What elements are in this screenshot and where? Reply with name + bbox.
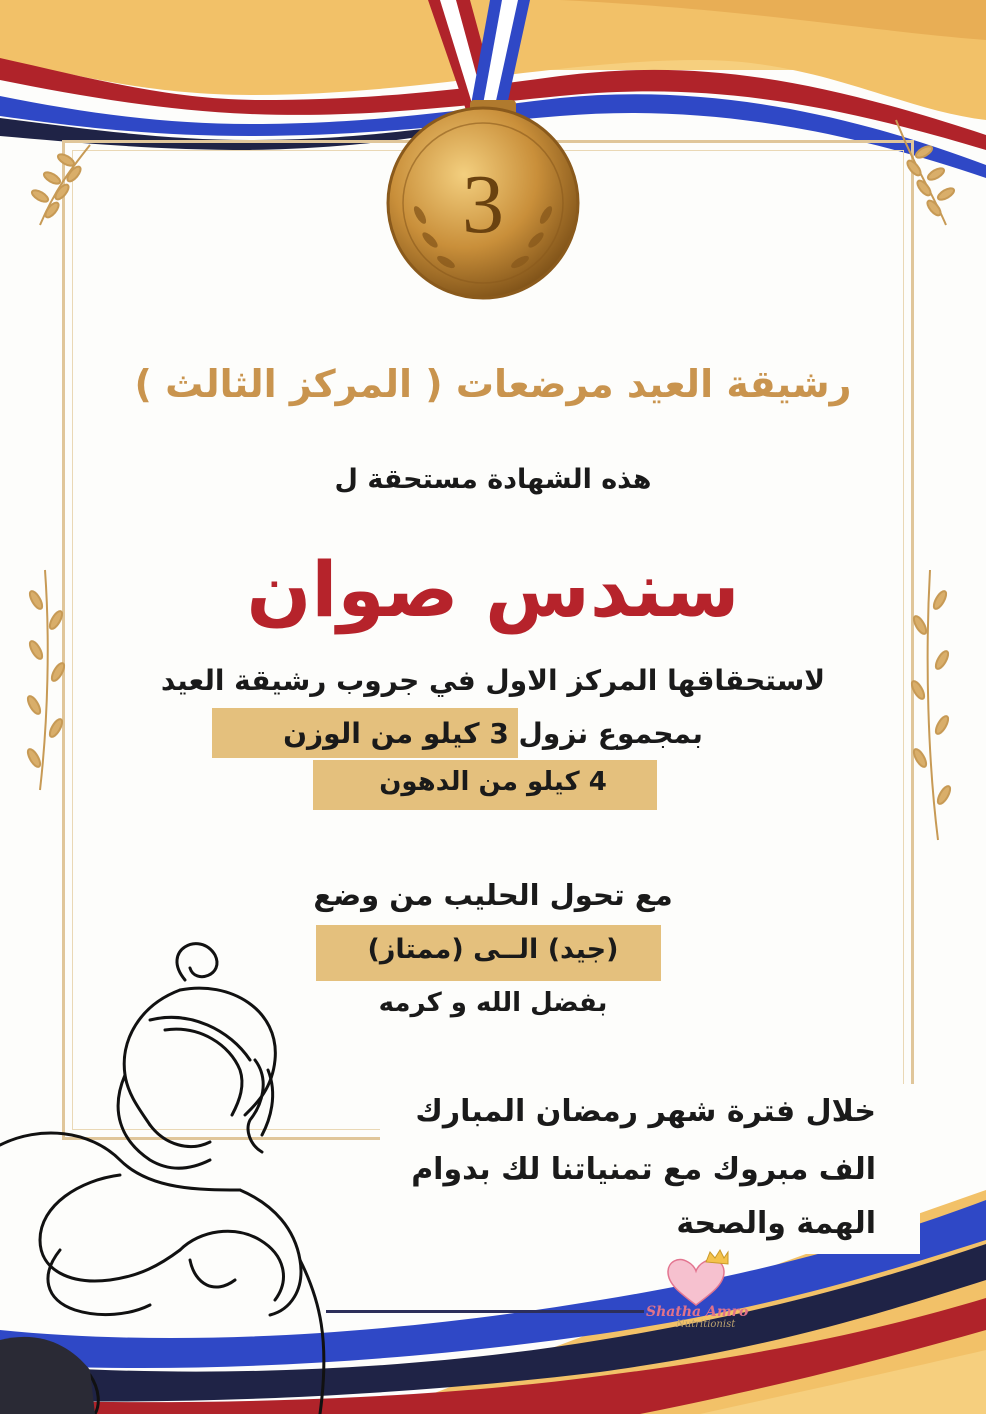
- logo-subtitle: Nutritionist: [676, 1319, 736, 1330]
- weight-loss-line: بمجموع نزول 3 كيلو من الوزن: [283, 717, 703, 750]
- recipient-name: سندس صوان: [246, 545, 740, 634]
- logo-name: Shatha Amro: [646, 1304, 749, 1320]
- footer-line-2: الف مبروك مع تمنياتنا لك بدوام: [411, 1152, 876, 1187]
- fat-loss-line: 4 كيلو من الدهون: [379, 767, 607, 797]
- medal-number: 3: [462, 158, 504, 251]
- milk-status-line: مع تحول الحليب من وضع: [313, 878, 673, 912]
- footer-line-3: الهمة والصحة: [676, 1206, 876, 1241]
- certificate-intro: هذه الشهادة مستحقة ل: [334, 464, 652, 495]
- award-reason: لاستحقاقها المركز الاول في جروب رشيقة العيد: [160, 664, 826, 697]
- milk-rating-line: (جيد) الــى (ممتاز): [367, 934, 619, 965]
- certificate-title: رشيقة العيد مرضعات ( المركز الثالث ): [134, 362, 852, 406]
- blessing-line: بفضل الله و كرمه: [378, 988, 608, 1018]
- footer-line-1: خلال فترة شهر رمضان المبارك: [415, 1094, 876, 1129]
